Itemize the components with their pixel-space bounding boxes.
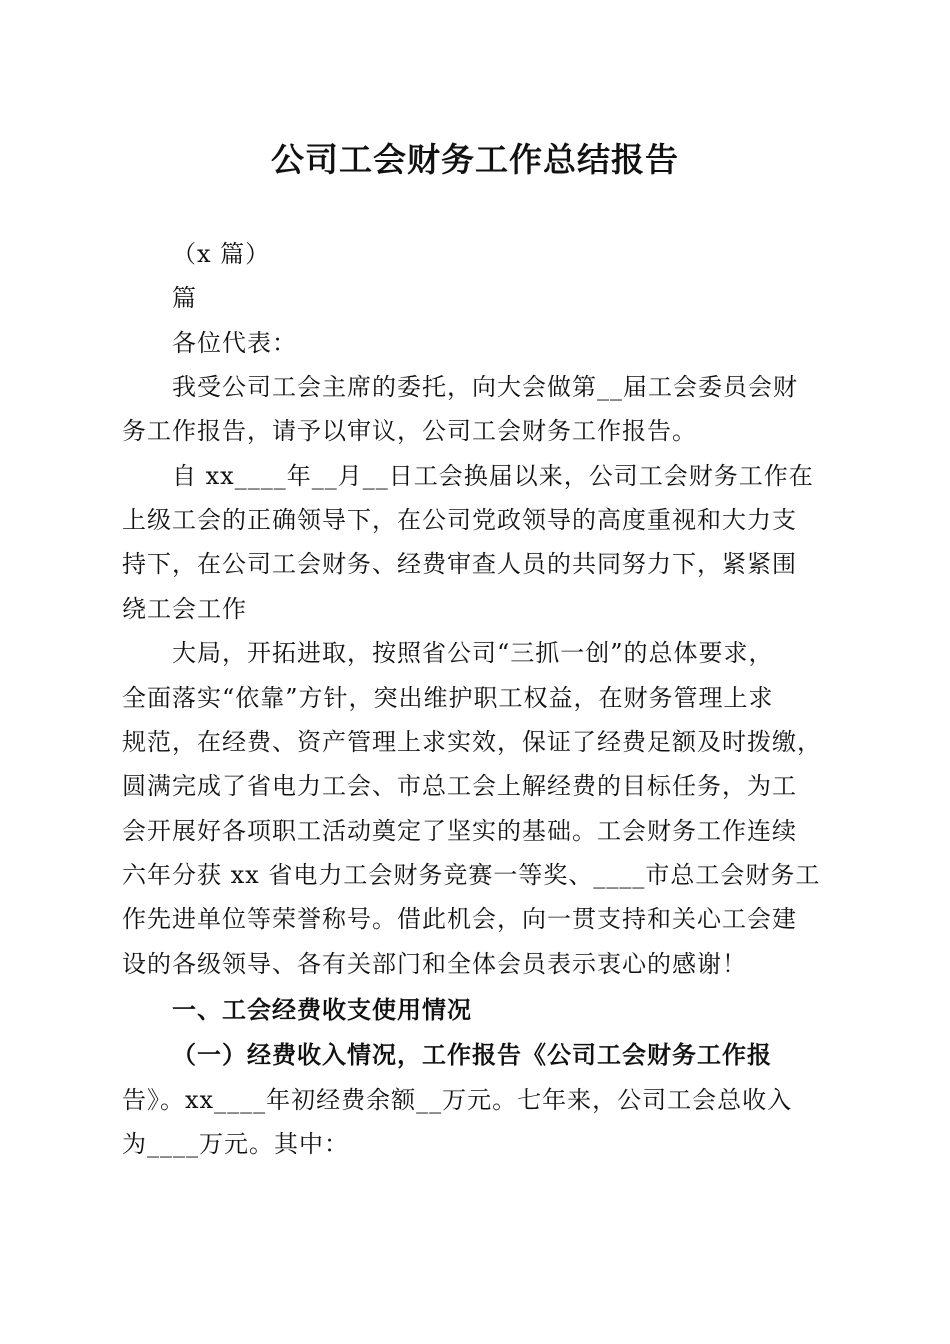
paragraph-line: 设的各级领导、各有关部门和全体会员表示衷心的感谢！: [122, 950, 747, 978]
paragraph-line: 务工作报告，请予以审议，公司工会财务工作报告。: [122, 417, 697, 445]
paragraph-line: 各位代表：: [172, 329, 297, 357]
paragraph-line: 自 xx____年__月__日工会换届以来，公司工会财务工作在: [172, 462, 814, 490]
paragraph-line: 上级工会的正确领导下，在公司党政领导的高度重视和大力支: [122, 506, 797, 534]
paragraph-line: 全面落实“依靠”方针，突出维护职工权益，在财务管理上求: [122, 684, 774, 712]
paragraph-line: 我受公司工会主席的委托，向大会做第__届工会委员会财: [172, 373, 798, 401]
paragraph-line: 告》。xx____年初经费余额__万元。七年来，公司工会总收入: [122, 1086, 793, 1114]
document-title: 公司工会财务工作总结报告: [271, 140, 679, 179]
paragraph-line: 六年分获 xx 省电力工会财务竞赛一等奖、____市总工会财务工: [122, 861, 821, 889]
paragraph-line: 圆满完成了省电力工会、市总工会上解经费的目标任务，为工: [122, 772, 797, 800]
paragraph-line: 为____万元。其中：: [122, 1130, 349, 1158]
paragraph-line: 规范，在经费、资产管理上求实效，保证了经费足额及时拨缴，: [122, 728, 822, 756]
paragraph-line: （x 篇）: [172, 240, 271, 268]
paragraph-line: 大局，开拓进取，按照省公司“三抓一创”的总体要求，: [172, 639, 774, 667]
paragraph-line: 持下，在公司工会财务、经费审查人员的共同努力下，紧紧围: [122, 550, 797, 578]
paragraph-line: 会开展好各项职工活动奠定了坚实的基础。工会财务工作连续: [122, 817, 797, 845]
paragraph-line: 篇: [172, 284, 197, 312]
paragraph-line: 作先进单位等荣誉称号。借此机会，向一贯支持和关心工会建: [122, 905, 797, 933]
subsection-heading: （一）经费收入情况，工作报告《公司工会财务工作报: [172, 1040, 772, 1069]
paragraph-line: 绕工会工作: [122, 595, 247, 623]
section-heading: 一、工会经费收支使用情况: [172, 996, 472, 1024]
